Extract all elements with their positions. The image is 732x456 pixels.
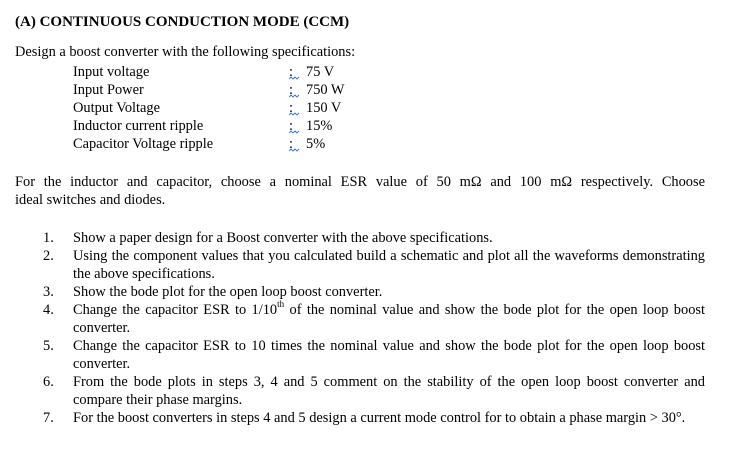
spec-row-input-voltage bbox=[73, 63, 393, 81]
list-item-text: Using the component values that you calculated build a schematic and plot all the waveforms demonstrating the above specifications. bbox=[73, 248, 705, 282]
list-item-text: Show the bode plot for the open loop boost converter. bbox=[73, 284, 383, 300]
spec-label: Output Voltage bbox=[73, 100, 161, 116]
section-heading: (A) CONTINUOUS CONDUCTION MODE (CCM) bbox=[15, 14, 350, 30]
list-item bbox=[15, 409, 705, 427]
spellcheck-squiggle-icon bbox=[289, 112, 300, 116]
list-item-text-before: Change the capacitor ESR to 1/10 bbox=[73, 302, 278, 318]
spec-colon: : bbox=[289, 63, 293, 81]
superscript-th: th bbox=[277, 299, 285, 310]
list-item-number: 6. bbox=[43, 374, 54, 390]
list-item bbox=[15, 373, 705, 409]
task-list bbox=[15, 229, 705, 427]
spec-row-output-voltage bbox=[73, 99, 393, 117]
list-item-text bbox=[73, 301, 705, 337]
spellcheck-squiggle-icon bbox=[289, 130, 300, 134]
spellcheck-squiggle-icon bbox=[289, 148, 300, 152]
list-item-number: 2. bbox=[43, 248, 54, 264]
list-item bbox=[15, 283, 705, 301]
spec-value: 750 W bbox=[306, 82, 345, 98]
list-item-number: 4. bbox=[43, 302, 54, 318]
spec-value: 75 V bbox=[306, 64, 335, 80]
list-item-number: 1. bbox=[43, 230, 54, 246]
spec-label: Input voltage bbox=[73, 64, 150, 80]
list-item-number: 3. bbox=[43, 284, 54, 300]
spec-value: 150 V bbox=[306, 100, 342, 116]
spec-label: Input Power bbox=[73, 82, 144, 98]
spec-colon: : bbox=[289, 117, 293, 135]
spec-row-capacitor-ripple bbox=[73, 135, 393, 153]
spec-colon: : bbox=[289, 99, 293, 117]
spec-value: 5% bbox=[306, 136, 326, 152]
list-item bbox=[15, 247, 705, 283]
list-item-text-after: of the nominal value and show the bode plot for the open loop boost converter. bbox=[73, 302, 705, 336]
spec-list bbox=[73, 63, 393, 153]
list-item-number: 5. bbox=[43, 338, 54, 354]
list-item-text: For the boost converters in steps 4 and 5 design a current mode control for to obtain a phase margin > 30°. bbox=[73, 410, 686, 426]
list-item-text: Change the capacitor ESR to 10 times the nominal value and show the bode plot for the open loop boost converter. bbox=[73, 338, 705, 372]
spec-row-inductor-ripple bbox=[73, 117, 393, 135]
spec-row-input-power bbox=[73, 81, 393, 99]
spellcheck-squiggle-icon bbox=[289, 94, 300, 98]
spec-value: 15% bbox=[306, 118, 333, 134]
spec-colon: : bbox=[289, 135, 293, 153]
list-item bbox=[15, 337, 705, 373]
intro-text: Design a boost converter with the following specifications: bbox=[15, 44, 356, 60]
list-item bbox=[15, 301, 705, 337]
esr-paragraph bbox=[15, 173, 705, 209]
spec-label: Inductor current ripple bbox=[73, 118, 204, 134]
esr-line-1: For the inductor and capacitor, choose a nominal ESR value of 50 mΩ and 100 mΩ respectively. Choose bbox=[15, 174, 705, 190]
list-item-text: Show a paper design for a Boost converter with the above specifications. bbox=[73, 230, 493, 246]
esr-line-2: ideal switches and diodes. bbox=[15, 192, 166, 208]
list-item bbox=[15, 229, 705, 247]
list-item-text: From the bode plots in steps 3, 4 and 5 comment on the stability of the open loop boost converter and compare their phase margins. bbox=[73, 374, 705, 408]
spec-label: Capacitor Voltage ripple bbox=[73, 136, 214, 152]
spec-colon: : bbox=[289, 81, 293, 99]
spellcheck-squiggle-icon bbox=[289, 76, 300, 80]
list-item-number: 7. bbox=[43, 410, 54, 426]
